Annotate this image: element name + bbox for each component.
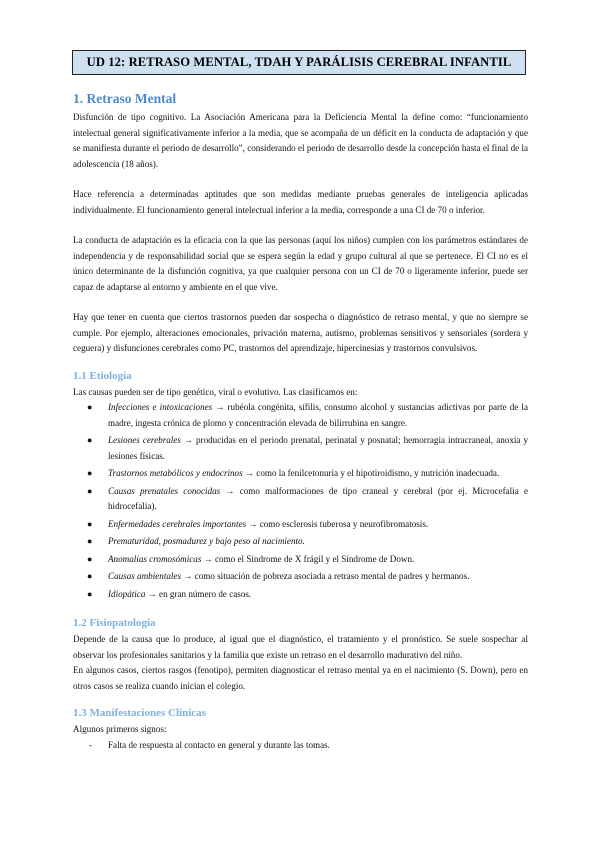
bullet-icon: ● xyxy=(87,468,93,478)
bullet-icon: ● xyxy=(87,485,93,496)
paragraph: Las causas pueden ser de tipo genético, viral o evolutivo. Las clasificamos en: xyxy=(73,386,358,397)
bullet-icon: ● xyxy=(87,588,93,599)
section-1-2-heading: 1.2 Fisiopatología xyxy=(73,617,156,629)
signs-list xyxy=(73,738,528,754)
list-item: ● Anomalías cromosómicas → como el Síndrome de X frágil y el Síndrome de Down. xyxy=(73,552,528,568)
paragraph: Disfunción de tipo cognitivo. La Asociación Americana para la Deficiencia Mental la define como: “funcionamiento intelectual general significativamente inferior a la media, que se acompaña de un déficit en la conducta de adaptación y que se manifiesta durante el periodo de desarrollo”, considerando el periodo de desarrollo desde la concepción hasta el final de la adolescencia (18 años). xyxy=(73,112,529,169)
paragraph: Hace referencia a determinadas aptitudes que son medidas mediante pruebas generales de inteligencia aplicadas individualmente. El funcionamiento general intelectual inferior a la media, corresponde a una CI de 70 o inferior. xyxy=(73,189,528,215)
bullet-icon: ● xyxy=(87,536,93,546)
list-item: - Falta de respuesta al contacto en general y durante las tomas. xyxy=(73,738,528,754)
paragraph: En algunos casos, ciertos rasgos (fenotipo), permiten diagnosticar el retraso mental ya en el nacimiento (S. Down), pero en otros casos se realiza cuando inician el colegio. xyxy=(73,665,528,691)
bullet-icon: ● xyxy=(87,553,93,564)
paragraph: Hay que tener en cuenta que ciertos trastornos pueden dar sospecha o diagnóstico de retraso mental, y que no siempre se cumple. Por ejemplo, alteraciones emocionales, privación materna, autismo, problemas sensitivos y sensoriales (sordera y ceguera) y disfunciones cerebrales como PC, trastornos del aprendizaje, hipercinesias y trastornos convulsivos. xyxy=(73,312,528,353)
dash-icon: - xyxy=(89,739,93,750)
list-item: ● Lesiones cerebrales → producidas en el periodo prenatal, perinatal y posnatal; hemorragia intracraneal, anoxia y lesiones físicas. xyxy=(87,435,528,461)
page-title: UD 12: RETRASO MENTAL, TDAH Y PARÁLISIS CEREBRAL INFANTIL xyxy=(86,55,512,69)
bullet-icon: ● xyxy=(87,435,93,445)
title-box xyxy=(72,50,526,75)
bullet-icon: ● xyxy=(87,571,93,581)
etiology-list xyxy=(73,400,528,602)
bullet-icon: ● xyxy=(87,402,93,412)
section-1-1-heading: 1.1 Etiología xyxy=(73,369,132,382)
section-1-heading: 1. Retraso Mental xyxy=(73,91,177,106)
paragraph: La conducta de adaptación es la eficacia con la que las personas (aquí los niños) cumplen con los parámetros estándares de independencia y de responsabilidad social que se espera según la edad y grupo cultural al que se pertenece. El CI no es el único determinante de la disfunción cognitiva, ya que cualquier persona con un CI de 70 o ligeramente inferior, puede ser capaz de adaptarse al entorno y ambiente en el que vive. xyxy=(73,235,528,292)
document-body xyxy=(73,90,528,753)
list-item: ● Idiopática → en gran número de casos. xyxy=(73,587,528,603)
list-item: ● Prematuridad, posmadurez y bajo peso al nacimiento. xyxy=(73,534,528,550)
section-1-3-heading: 1.3 Manifestaciones Clínicas xyxy=(73,707,206,719)
bullet-icon: ● xyxy=(87,518,93,529)
list-item: ● Causas prenatales conocidas → como malformaciones de tipo craneal y cerebral (por ej. Microcefalia e hidrocefalia). xyxy=(87,485,528,511)
list-item: ● Causas ambientales → como situación de pobreza asociada a retraso mental de padres y hermanos. xyxy=(73,569,528,585)
list-item: ● Infecciones e intoxicaciones → rubéola congénita, sífilis, consumo alcohol y sustancias adictivas por parte de la madre, ingesta crónica de plomo y concentración elevada de bilirrubina en sangre. xyxy=(87,402,528,428)
paragraph: Depende de la causa que lo produce, al igual que el diagnóstico, el tratamiento y el pronóstico. Se suele sospechar al observar los profesionales sanitarios y la familia que existe un retraso en el desarrollo madurativo del niño. xyxy=(73,634,528,660)
list-item: ● Trastornos metabólicos y endocrinos → como la fenilcetonuria y el hipotiroidismo, y nutrición inadecuada. xyxy=(73,466,528,482)
paragraph: Algunos primeros signos: xyxy=(73,724,167,734)
list-item: ● Enfermedades cerebrales importantes → como esclerosis tuberosa y neurofibromatosis. xyxy=(73,517,528,533)
